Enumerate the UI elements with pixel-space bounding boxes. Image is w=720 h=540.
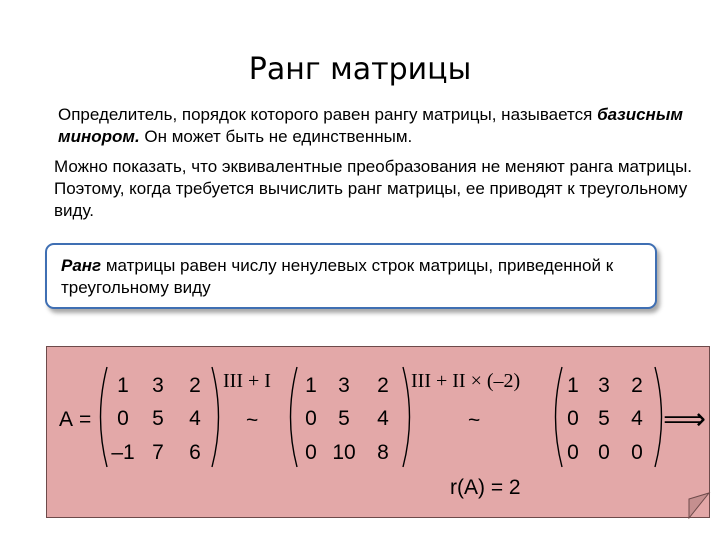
matrix2-cell-r2-c1: 0 bbox=[305, 407, 317, 430]
matrix1-cell-r3-c2: 7 bbox=[152, 441, 164, 464]
transformation-paragraph: Можно показать, что эквивалентные преобразования не меняют ранга матрицы. Поэтому, когда требуется вычислить ранг матрицы, ее приводят к треугольному виду. bbox=[54, 157, 693, 220]
matrix3-cell-r2-c3: 4 bbox=[631, 407, 643, 430]
matrix3-right-paren bbox=[655, 367, 662, 467]
matrix2-cell-r2-c3: 4 bbox=[377, 407, 389, 430]
implies-arrow: ⟹ bbox=[663, 402, 707, 437]
matrix1-cell-r1-c3: 2 bbox=[189, 374, 201, 397]
matrix1-cell-r3-c3: 6 bbox=[189, 441, 201, 464]
matrix2-cell-r2-c2: 5 bbox=[338, 407, 350, 430]
matrix1 bbox=[111, 374, 201, 464]
equals-sign: = bbox=[79, 408, 92, 431]
tilde-1: ~ bbox=[246, 409, 259, 432]
matrix1-left-paren bbox=[101, 367, 108, 467]
basis-minor-term: базисным минором. bbox=[58, 105, 683, 146]
matrix2-right-paren bbox=[403, 367, 410, 467]
matrix3-cell-r3-c1: 0 bbox=[567, 441, 579, 464]
matrix3-cell-r2-c1: 0 bbox=[567, 407, 579, 430]
matrix2-left-paren bbox=[291, 367, 298, 467]
matrix3-cell-r1-c1: 1 bbox=[567, 374, 579, 397]
matrix3-cell-r1-c3: 2 bbox=[631, 374, 643, 397]
matrix2-cell-r3-c2: 10 bbox=[332, 441, 356, 464]
rank-term: Ранг bbox=[61, 256, 102, 275]
matrix1-cell-r2-c3: 4 bbox=[189, 407, 201, 430]
matrix1-cell-r1-c2: 3 bbox=[152, 374, 164, 397]
example-panel bbox=[46, 346, 710, 518]
matrix1-cell-r1-c1: 1 bbox=[117, 374, 129, 397]
matrix3-cell-r3-c3: 0 bbox=[631, 441, 643, 464]
matrix2-cell-r1-c1: 1 bbox=[305, 374, 317, 397]
definition-text-start: Определитель, порядок которого равен рангу матрицы, называется bbox=[58, 105, 598, 124]
rank-result: r(A) = 2 bbox=[450, 476, 521, 499]
matrix3-cell-r3-c2: 0 bbox=[598, 441, 610, 464]
matrix1-cell-r2-c1: 0 bbox=[117, 407, 129, 430]
matrix2-cell-r3-c3: 8 bbox=[377, 441, 389, 464]
row-operation-2: III + II × (–2) bbox=[411, 370, 521, 392]
matrix1-right-paren bbox=[212, 367, 219, 467]
matrix3-cell-r2-c2: 5 bbox=[598, 407, 610, 430]
definition-text-end: Он может быть не единственным. bbox=[139, 127, 413, 146]
definition-paragraph bbox=[58, 104, 698, 148]
matrix2-cell-r3-c1: 0 bbox=[305, 441, 317, 464]
matrix1-cell-r2-c2: 5 bbox=[152, 407, 164, 430]
row-operation-1: III + I bbox=[223, 370, 271, 392]
matrix-name: A bbox=[59, 408, 74, 431]
tilde-2: ~ bbox=[468, 409, 481, 432]
matrix2-cell-r1-c2: 3 bbox=[338, 374, 350, 397]
matrix-example-graphic bbox=[47, 347, 711, 519]
rank-definition-callout bbox=[45, 243, 657, 309]
page-title: Ранг матрицы bbox=[248, 52, 472, 87]
matrix3 bbox=[567, 374, 643, 464]
matrix2 bbox=[305, 374, 389, 464]
matrix3-left-paren bbox=[556, 367, 563, 467]
matrix1-cell-r3-c1: –1 bbox=[111, 441, 135, 464]
rank-definition-text: матрицы равен числу ненулевых строк матрицы, приведенной к треугольному виду bbox=[61, 256, 614, 297]
matrix3-cell-r1-c2: 3 bbox=[598, 374, 610, 397]
matrix2-cell-r1-c3: 2 bbox=[377, 374, 389, 397]
page-curl-corner bbox=[689, 493, 709, 518]
